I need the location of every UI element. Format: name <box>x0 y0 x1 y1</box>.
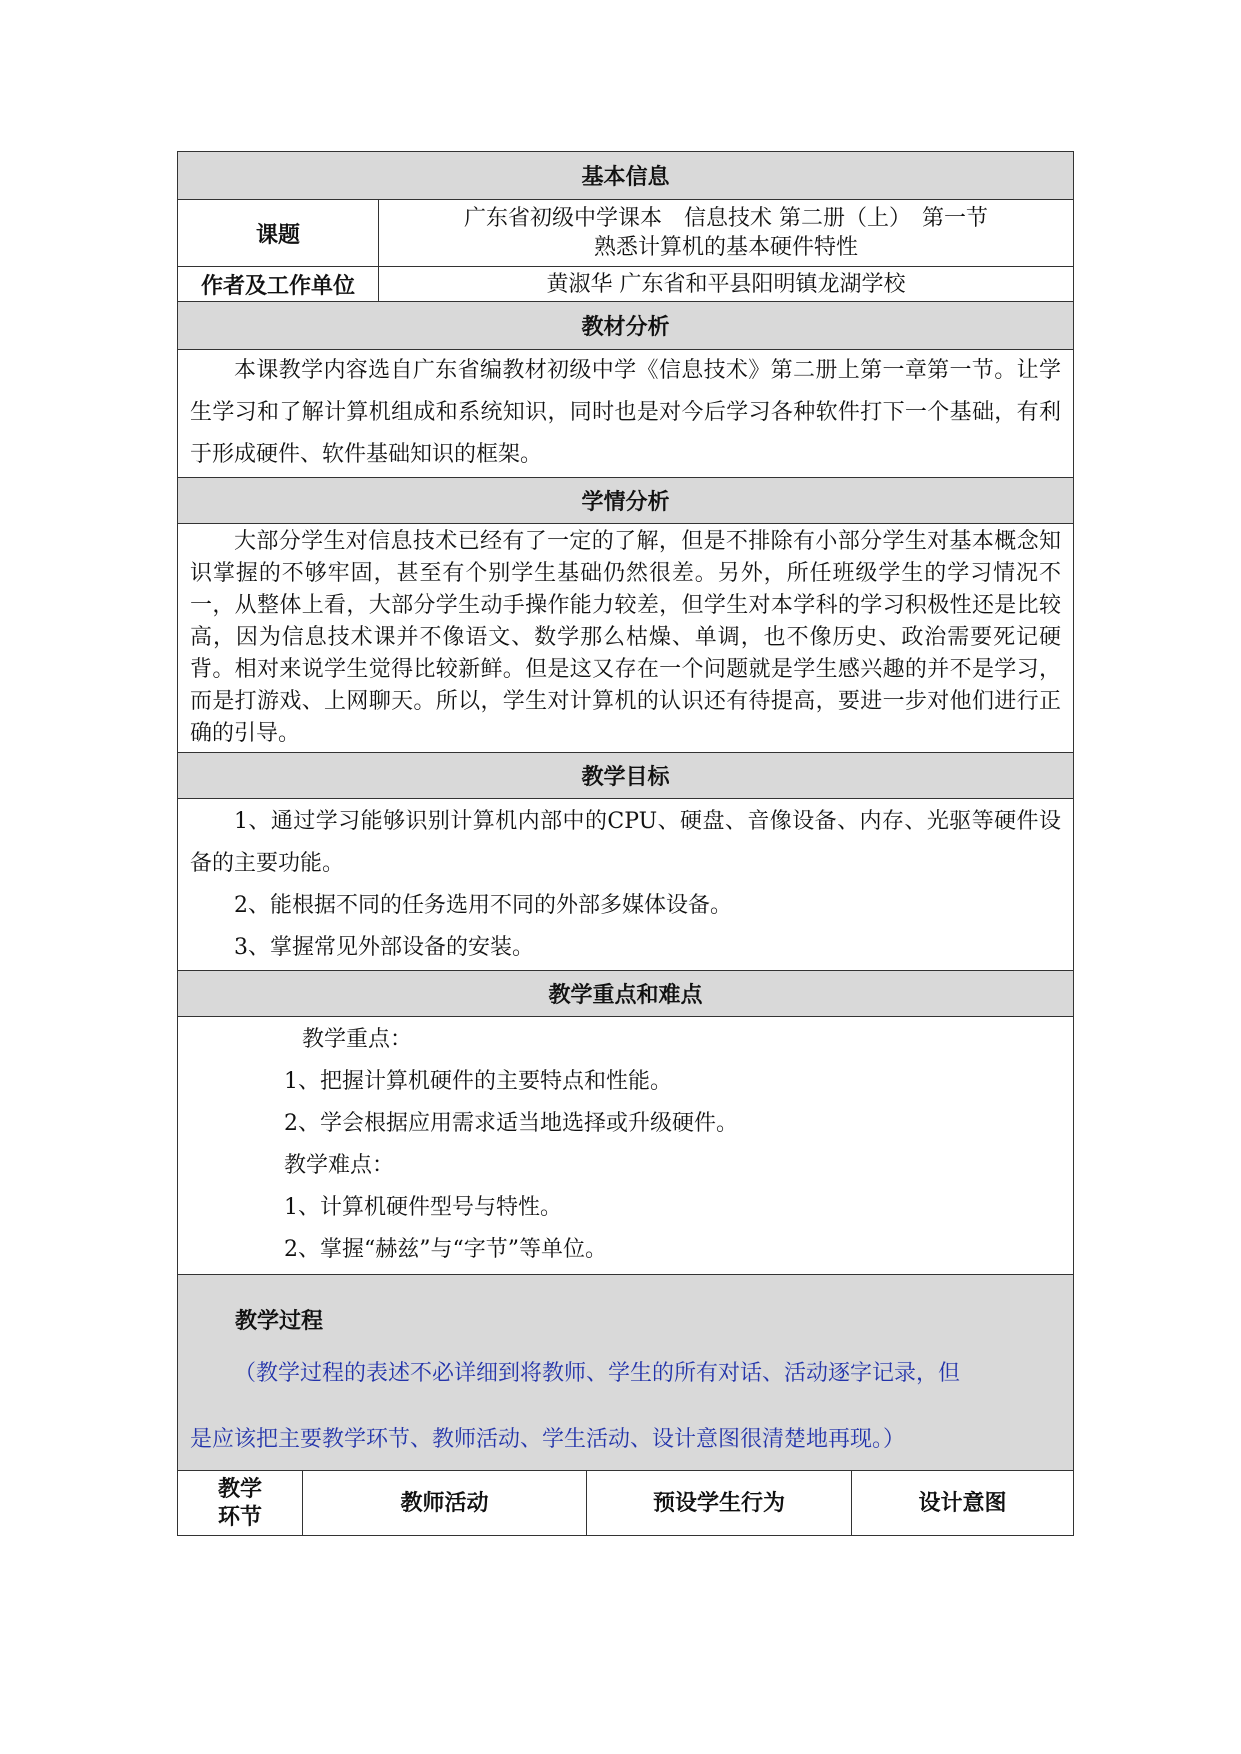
keypoints-body <box>178 1017 1073 1275</box>
column-stage-line-2: 环节 <box>217 1504 262 1530</box>
column-stage <box>178 1471 303 1535</box>
difficulty-label: 教学难点： <box>284 1153 395 1178</box>
column-stage-line-1: 教学 <box>217 1476 262 1502</box>
focus-item: 1、把握计算机硬件的主要特点和性能。 <box>284 1069 672 1094</box>
goal-item: 2、能根据不同的任务选用不同的外部多媒体设备。 <box>234 893 732 918</box>
difficulty-item: 2、掌握“赫兹”与“字节”等单位。 <box>284 1237 607 1262</box>
section-header-keypoints: 教学重点和难点 <box>178 971 1073 1017</box>
author-label: 作者及工作单位 <box>178 267 379 301</box>
topic-line-1: 广东省初级中学课本 信息技术 第二册（上） 第一节 <box>464 206 988 231</box>
author-row <box>178 267 1073 302</box>
student-analysis-text: 大部分学生对信息技术已经有了一定的了解，但是不排除有小部分学生对基本概念知识掌握的不够牢固，甚至有个别学生基础仍然很差。另外，所任班级学生的学习情况不一，从整体上看，大部分学生动手操作能力较差，但学生对本学科的学习积极性还是比较高，因为信息技术课并不像语文、数学那么枯燥、单调，也不像历史、政治需要死记硬背。相对来说学生觉得比较新鲜。但是这又存在一个问题就是学生感兴趣的并不是学习，而是打游戏、上网聊天。所以，学生对计算机的认识还有待提高，要进一步对他们进行正确的引导。 <box>190 529 1061 746</box>
goals-body <box>178 799 1073 971</box>
topic-line-2: 熟悉计算机的基本硬件特性 <box>593 235 858 260</box>
teaching-process-note <box>190 1341 1061 1473</box>
topic-label: 课题 <box>178 200 379 266</box>
process-note-line-2: 是应该把主要教学环节、教师活动、学生活动、设计意图很清楚地再现。） <box>190 1427 906 1452</box>
teaching-process-section <box>178 1275 1073 1471</box>
student-analysis-body <box>178 524 1073 753</box>
teaching-process-title: 教学过程 <box>235 1308 324 1334</box>
process-note-line-1: （教学过程的表述不必详细到将教师、学生的所有对话、活动逐字记录，但 <box>234 1361 961 1386</box>
column-design-intent: 设计意图 <box>918 1490 1007 1516</box>
focus-item: 2、学会根据应用需求适当地选择或升级硬件。 <box>284 1111 738 1136</box>
column-teacher-activity: 教师活动 <box>303 1471 587 1535</box>
goal-item: 3、掌握常见外部设备的安装。 <box>234 935 534 960</box>
lesson-plan-table <box>177 151 1074 1536</box>
focus-label: 教学重点： <box>302 1027 413 1052</box>
material-analysis-body <box>178 350 1073 478</box>
section-header-basic-info: 基本信息 <box>178 152 1073 200</box>
topic-value <box>379 200 1073 266</box>
difficulty-item: 1、计算机硬件型号与特性。 <box>284 1195 562 1220</box>
material-analysis-text: 本课教学内容选自广东省编教材初级中学《信息技术》第二册上第一章第一节。让学生学习和了解计算机组成和系统知识，同时也是对今后学习各种软件打下一个基础，有利于形成硬件、软件基础知识的框架。 <box>190 358 1061 467</box>
goal-item: 1、通过学习能够识别计算机内部中的CPU、硬盘、音像设备、内存、光驱等硬件设备的主要功能。 <box>190 809 1061 876</box>
section-header-material: 教材分析 <box>178 302 1073 350</box>
topic-row <box>178 200 1073 267</box>
section-header-goals: 教学目标 <box>178 753 1073 799</box>
section-header-students: 学情分析 <box>178 478 1073 524</box>
column-student-behavior: 预设学生行为 <box>587 1471 852 1535</box>
process-table-header <box>178 1471 1073 1535</box>
author-value: 黄淑华 广东省和平县阳明镇龙湖学校 <box>546 271 906 297</box>
